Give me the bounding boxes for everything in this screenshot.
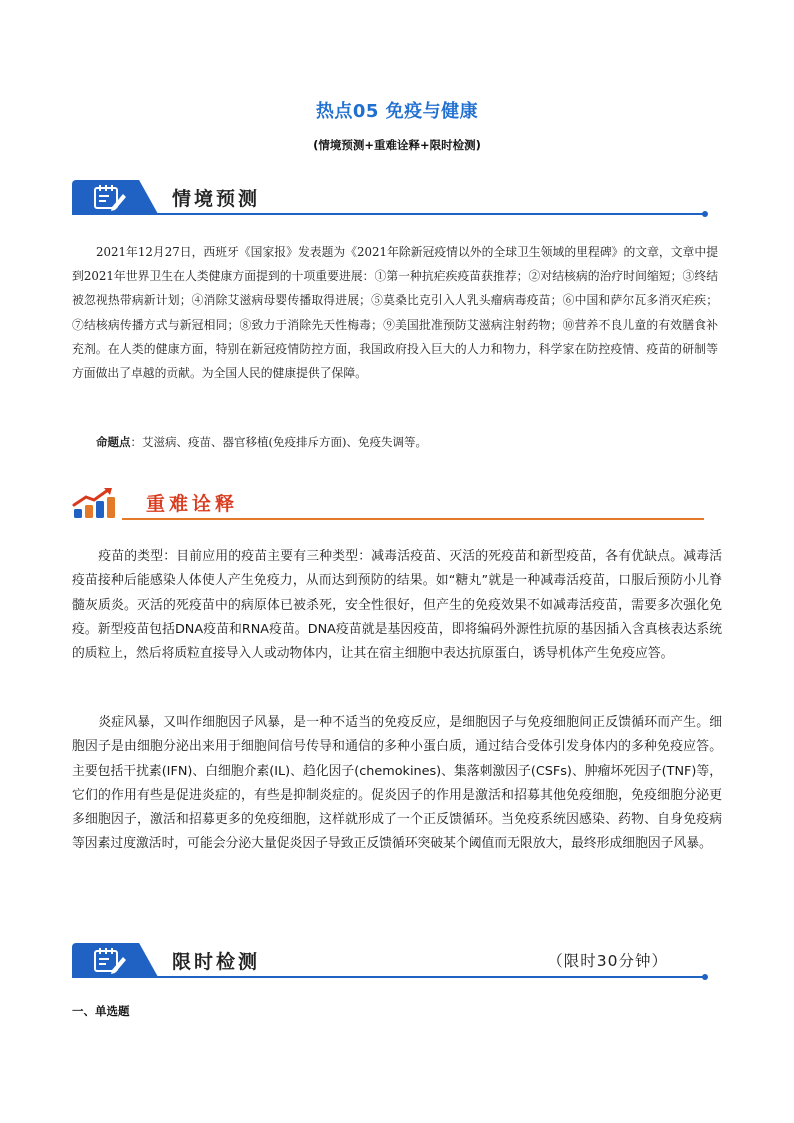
section-rule-dot <box>702 211 708 217</box>
page-subtitle: (情境预测+重难诠释+限时检测) <box>313 138 481 152</box>
section-banner-explain <box>72 485 708 529</box>
section-heading: 情境预测 <box>172 188 261 210</box>
proposition-label: 命题点 <box>96 435 131 449</box>
explain-paragraph-vaccines: 疫苗的类型：目前应用的疫苗主要有三种类型：减毒活疫苗、灭活的死疫苗和新型疫苗，各有优缺点。减毒活疫苗接种后能感染人体使人产生免疫力，从而达到预防的结果。如“糖丸”就是一种减毒活疫苗，口服后预防小儿脊髓灰质炎。灭活的死疫苗中的病原体已被杀死，安全性很好，但产生的免疫效果不如减毒活疫苗，需要多次强化免疫。新型疫苗包括DNA疫苗和RNA疫苗。DNA疫苗就是基因疫苗，即将编码外源性抗原的基因插入含真核表达系统的质粒上，然后将质粒直接导入人或动物体内，让其在宿主细胞中表达抗原蛋白，诱导机体产生免疫应答。 <box>72 549 722 662</box>
scenario-paragraph: 2021年12月27日，西班牙《国家报》发表题为《2021年除新冠疫情以外的全球卫生领域的里程碑》的文章，文章中提到2021年世界卫生在人类健康方面提到的十项重要进展：①第一种抗疟疾疫苗获推荐；②对结核病的治疗时间缩短；③终结被忽视热带病新计划；④消除艾滋病母婴传播取得进展；⑤莫桑比克引入人乳头瘤病毒疫苗；⑥中国和萨尔瓦多消灭疟疾；⑦结核病传播方式与新冠相同；⑧致力于消除先天性梅毒；⑨美国批准预防艾滋病注射药物；⑩营养不良儿童的有效膳食补充剂。在人类的健康方面，特别在新冠疫情防控方面，我国政府投入巨大的人力和物力，科学家在防控疫情、疫苗的研制等方面做出了卓越的贡献。为全国人民的健康提供了保障。 <box>72 245 718 381</box>
section-rule-dot <box>702 974 708 980</box>
notepad-pencil-icon <box>92 183 128 213</box>
section-banner-scenario <box>72 180 708 224</box>
question-section-label: 一、单选题 <box>72 1004 130 1018</box>
explain-paragraph-cytokine-storm: 炎症风暴，又叫作细胞因子风暴，是一种不适当的免疫反应，是细胞因子与免疫细胞间正反馈循环而产生。细胞因子是由细胞分泌出来用于细胞间信号传导和通信的多种小蛋白质，通过结合受体引发身体内的多种免疫应答。主要包括干扰素(IFN)、白细胞介素(IL)、趋化因子(chemokines)、集落刺激因子(CSFs)、肿瘤坏死因子(TNF)等，它们的作用有些是促进炎症的，有些是抑制炎症的。促炎因子的作用是激活和招募其他免疫细胞，免疫细胞分泌更多细胞因子，激活和招募更多的免疫细胞，这样就形成了一个正反馈循环。当免疫系统因感染、药物、自身免疫病等因素过度激活时，可能会分泌大量促炎因子导致正反馈循环突破某个阈值而无限放大，最终形成细胞因子风暴。 <box>72 715 722 852</box>
section-heading: 限时检测 <box>172 951 261 973</box>
section-rule <box>72 213 704 215</box>
proposition-line <box>96 434 427 450</box>
proposition-text: ：艾滋病、疫苗、器官移植(免疫排斥方面)、免疫失调等。 <box>130 435 427 449</box>
section-rule <box>72 976 704 978</box>
section-heading: 重难诠释 <box>146 493 239 515</box>
time-limit-label: （限时30分钟） <box>547 952 668 970</box>
section-banner-test <box>72 943 708 987</box>
section-rule <box>122 518 704 520</box>
page-title: 热点05 免疫与健康 <box>315 101 479 122</box>
bar-chart-arrow-icon <box>72 485 132 521</box>
notepad-pencil-icon <box>92 946 128 976</box>
